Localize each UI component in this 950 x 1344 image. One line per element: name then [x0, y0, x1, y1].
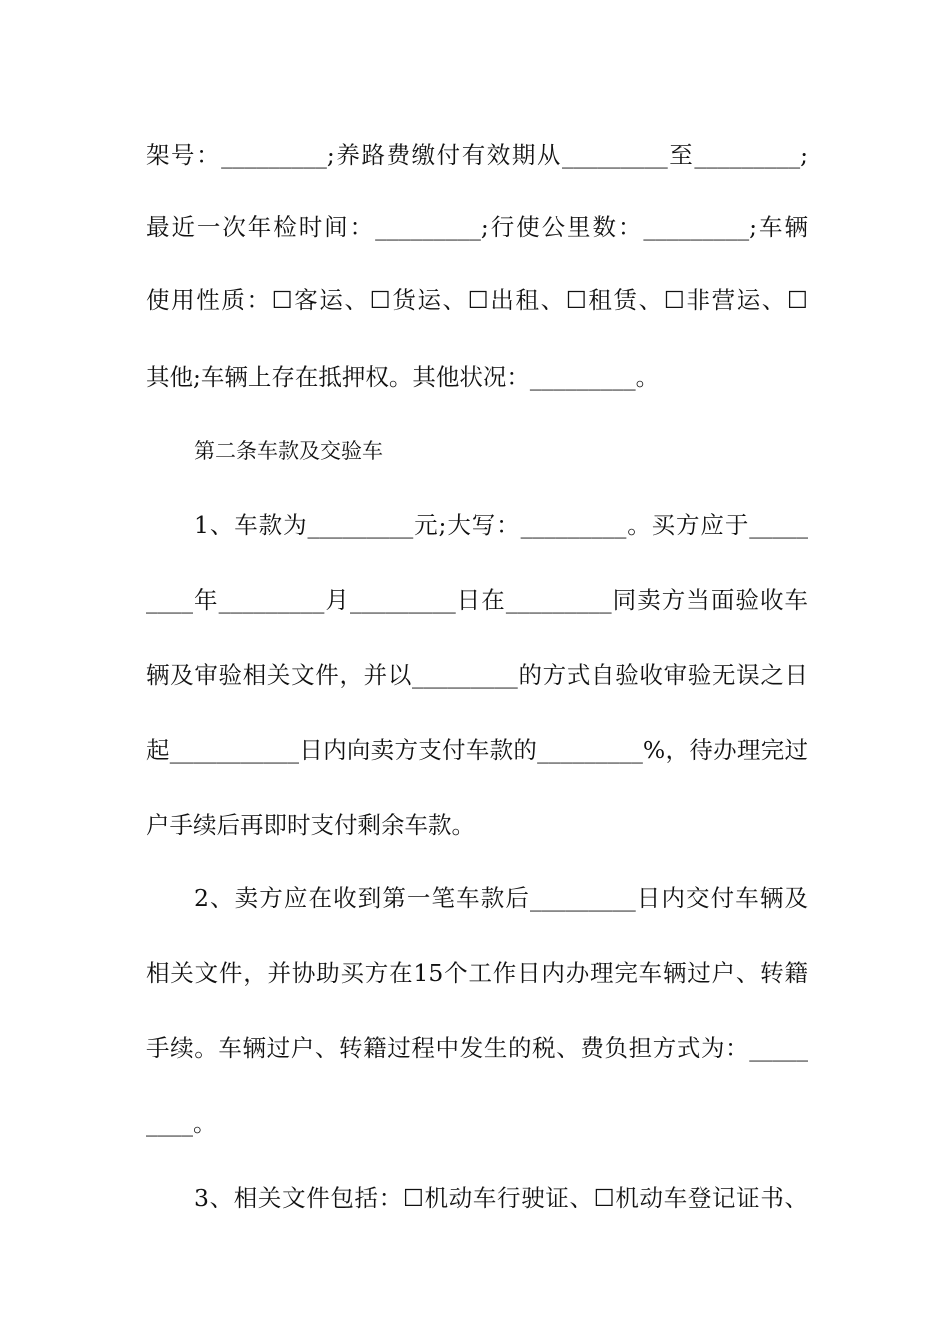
text-line-other-status: 其他;车辆上存在抵押权。其他状况：_________。 — [146, 363, 660, 391]
text-line-clause-1-payment-method: 辆及审验相关文件，并以_________的方式自验收审验无误之日 — [146, 661, 808, 689]
text-line-clause-2-transfer: 相关文件，并协助买方在15个工作日内办理完车辆过户、转籍 — [146, 959, 808, 987]
text-line-clause-2-end: ____。 — [146, 1109, 217, 1137]
text-line-usage-type: 使用性质：☐客运、☐货运、☐出租、☐租赁、☐非营运、☐ — [146, 286, 808, 314]
section-heading-article-2: 第二条车款及交验车 — [194, 439, 383, 463]
text-line-vin-road-fee: 架号：_________;养路费缴付有效期从_________至_________; — [146, 141, 808, 169]
text-line-clause-3-documents: 3、相关文件包括：☐机动车行驶证、☐机动车登记证书、 — [194, 1184, 808, 1212]
text-line-clause-1-payment-percent: 起___________日内向卖方支付车款的_________%，待办理完过 — [146, 736, 808, 764]
text-line-inspection-mileage: 最近一次年检时间：_________;行使公里数：_________;车辆 — [146, 213, 808, 241]
text-line-clause-1-end: 户手续后再即时支付剩余车款。 — [146, 811, 475, 839]
text-line-clause-1-start: 1、车款为_________元;大写：_________。买方应于_____ — [194, 511, 808, 539]
text-line-clause-2-start: 2、卖方应在收到第一笔车款后_________日内交付车辆及 — [194, 884, 808, 912]
text-line-clause-1-date: ____年_________月_________日在_________同卖方当面验收车 — [146, 586, 808, 614]
text-line-clause-2-fees: 手续。车辆过户、转籍过程中发生的税、费负担方式为：_____ — [146, 1034, 808, 1062]
